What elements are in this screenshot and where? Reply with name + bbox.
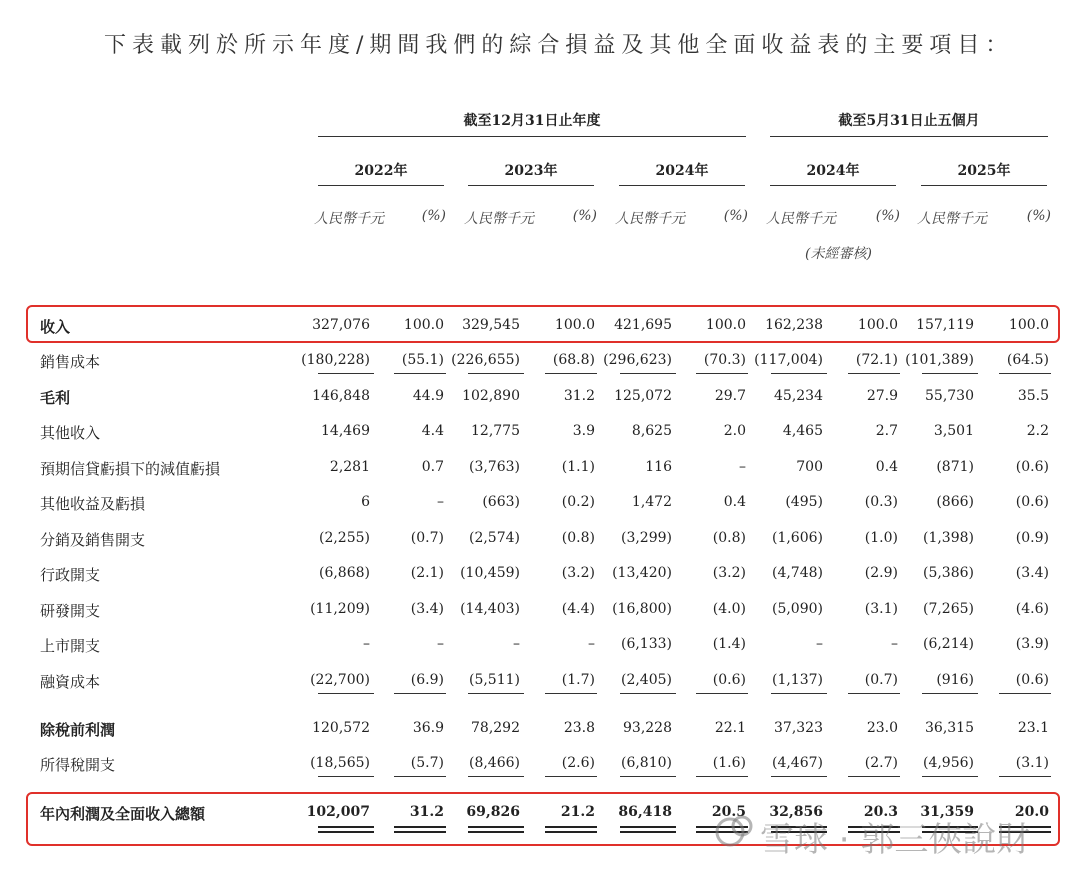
single-underline: [848, 373, 900, 374]
amount-cell: (2,574): [468, 530, 520, 546]
pct-cell: 44.9: [412, 388, 444, 404]
single-underline: [696, 373, 748, 374]
amount-cell: (2,255): [318, 530, 370, 546]
year-rule: [318, 185, 444, 186]
pct-cell: (1.1): [561, 459, 595, 475]
pct-cell: (2.7): [864, 755, 898, 771]
table-row: [0, 527, 1080, 551]
pct-cell: (0.6): [712, 672, 746, 688]
year-header: 2024年: [655, 163, 709, 179]
single-underline: [318, 776, 374, 777]
year-rule: [770, 185, 896, 186]
pct-cell: (0.3): [864, 494, 898, 510]
amount-cell: 2,281: [329, 459, 370, 475]
pct-cell: 2.7: [875, 423, 898, 439]
amount-cell: 125,072: [614, 388, 672, 404]
amount-cell: (5,511): [468, 672, 520, 688]
single-underline: [922, 693, 978, 694]
table-row: [0, 385, 1080, 409]
amount-cell: (2,405): [620, 672, 672, 688]
amount-cell: 69,826: [466, 804, 520, 820]
amount-cell: 102,007: [306, 804, 370, 820]
pct-cell: (64.5): [1006, 352, 1049, 368]
pct-cell: 27.9: [866, 388, 898, 404]
pct-cell: 23.8: [563, 720, 595, 736]
pct-cell: 31.2: [563, 388, 595, 404]
highlight-revenue-row: [26, 305, 1060, 343]
amount-cell: (18,565): [310, 755, 370, 771]
pct-cell: –: [437, 494, 444, 510]
pct-cell: 100.0: [857, 317, 898, 333]
pct-cell: (3.4): [410, 601, 444, 617]
single-underline: [545, 373, 597, 374]
single-underline: [771, 693, 827, 694]
pct-cell: (3.1): [864, 601, 898, 617]
table-row: [0, 456, 1080, 480]
single-underline: [999, 373, 1051, 374]
amount-cell: 93,228: [623, 720, 672, 736]
single-underline: [696, 776, 748, 777]
amount-cell: 421,695: [614, 317, 672, 333]
amount-cell: 146,848: [312, 388, 370, 404]
row-label: 其他收益及虧損: [40, 495, 146, 513]
single-underline: [620, 693, 676, 694]
amount-cell: (6,133): [620, 636, 672, 652]
single-underline: [394, 373, 446, 374]
pct-cell: 2.2: [1026, 423, 1049, 439]
pct-cell: 4.4: [421, 423, 444, 439]
table-row: [0, 491, 1080, 515]
group-header-five-months: 截至5月31日止五個月: [838, 113, 980, 129]
year-rule: [921, 185, 1047, 186]
amount-cell: 3,501: [933, 423, 974, 439]
amount-cell: (1,398): [922, 530, 974, 546]
single-underline: [545, 693, 597, 694]
pct-cell: 100.0: [403, 317, 444, 333]
row-label: 上市開支: [40, 637, 101, 655]
amount-cell: (11,209): [310, 601, 370, 617]
amount-cell: 45,234: [774, 388, 823, 404]
amount-cell: 120,572: [312, 720, 370, 736]
unit-label: 人民幣千元: [766, 211, 836, 227]
amount-cell: (3,299): [620, 530, 672, 546]
amount-cell: (6,868): [318, 565, 370, 581]
amount-cell: (226,655): [451, 352, 520, 368]
row-label: 融資成本: [40, 673, 101, 691]
row-label: 除稅前利潤: [40, 721, 116, 739]
pct-cell: –: [588, 636, 595, 652]
pct-cell: (0.8): [712, 530, 746, 546]
pct-cell: (1.0): [864, 530, 898, 546]
single-underline: [771, 373, 827, 374]
pct-cell: 0.4: [875, 459, 898, 475]
amount-cell: 329,545: [462, 317, 520, 333]
single-underline: [468, 776, 524, 777]
amount-cell: 12,775: [471, 423, 520, 439]
pct-cell: 0.4: [723, 494, 746, 510]
pct-cell: 23.0: [866, 720, 898, 736]
pct-cell: 31.2: [409, 804, 444, 820]
amount-cell: (180,228): [301, 352, 370, 368]
amount-cell: (866): [936, 494, 974, 510]
amount-cell: 55,730: [925, 388, 974, 404]
single-underline: [468, 693, 524, 694]
pct-cell: (3.9): [1015, 636, 1049, 652]
pct-cell: 20.0: [1014, 804, 1049, 820]
pct-cell: (55.1): [401, 352, 444, 368]
pct-cell: 100.0: [554, 317, 595, 333]
pct-cell: (2.1): [410, 565, 444, 581]
pct-cell: (70.3): [703, 352, 746, 368]
pct-cell: 2.0: [723, 423, 746, 439]
amount-cell: (16,800): [612, 601, 672, 617]
single-underline: [318, 373, 374, 374]
amount-cell: 1,472: [631, 494, 672, 510]
pct-cell: (3.2): [561, 565, 595, 581]
single-underline: [848, 693, 900, 694]
row-label: 年內利潤及全面收入總額: [40, 805, 206, 823]
single-underline: [922, 373, 978, 374]
year-header: 2023年: [504, 163, 558, 179]
amount-cell: (3,763): [468, 459, 520, 475]
table-row: [0, 420, 1080, 444]
pct-cell: (2.9): [864, 565, 898, 581]
pct-cell: 3.9: [572, 423, 595, 439]
amount-cell: (916): [936, 672, 974, 688]
pct-cell: 100.0: [1008, 317, 1049, 333]
pct-cell: 20.3: [863, 804, 898, 820]
single-underline: [696, 693, 748, 694]
amount-cell: (1,137): [771, 672, 823, 688]
pct-cell: 23.1: [1017, 720, 1049, 736]
unaudited-note: (未經審核): [805, 246, 872, 262]
pct-cell: 21.2: [560, 804, 595, 820]
amount-cell: (495): [785, 494, 823, 510]
rule-five-months: [770, 136, 1048, 137]
pct-cell: –: [891, 636, 898, 652]
pct-cell: 29.7: [714, 388, 746, 404]
single-underline: [922, 776, 978, 777]
pct-label: (%): [875, 208, 900, 224]
amount-cell: –: [363, 636, 370, 652]
row-label: 其他收入: [40, 424, 101, 442]
table-row: [0, 349, 1080, 373]
amount-cell: –: [513, 636, 520, 652]
pct-cell: 36.9: [412, 720, 444, 736]
amount-cell: (13,420): [612, 565, 672, 581]
single-underline: [318, 693, 374, 694]
pct-cell: (3.2): [712, 565, 746, 581]
amount-cell: (7,265): [922, 601, 974, 617]
amount-cell: –: [816, 636, 823, 652]
pct-cell: –: [739, 459, 746, 475]
single-underline: [545, 776, 597, 777]
table-row: [0, 717, 1080, 741]
single-underline: [999, 776, 1051, 777]
pct-cell: (3.1): [1015, 755, 1049, 771]
amount-cell: (1,606): [771, 530, 823, 546]
row-label: 分銷及銷售開支: [40, 531, 146, 549]
pct-cell: (5.7): [410, 755, 444, 771]
row-label: 行政開支: [40, 566, 101, 584]
amount-cell: (4,956): [922, 755, 974, 771]
snowball-logo-icon: [714, 814, 754, 848]
unit-label: 人民幣千元: [314, 211, 384, 227]
single-underline: [999, 693, 1051, 694]
watermark: 雪球 · 郭三俠說財: [760, 820, 1031, 860]
amount-cell: (6,214): [922, 636, 974, 652]
amount-cell: 31,359: [920, 804, 974, 820]
table-row: [0, 633, 1080, 657]
amount-cell: (10,459): [460, 565, 520, 581]
table-row: [0, 752, 1080, 776]
pct-cell: (1.7): [561, 672, 595, 688]
year-header: 2025年: [957, 163, 1011, 179]
table-row: [0, 669, 1080, 693]
amount-cell: (117,004): [754, 352, 823, 368]
single-underline: [394, 776, 446, 777]
amount-cell: 36,315: [925, 720, 974, 736]
pct-cell: (4.0): [712, 601, 746, 617]
pct-cell: (0.2): [561, 494, 595, 510]
amount-cell: 6: [361, 494, 370, 510]
pct-label: (%): [1026, 208, 1051, 224]
single-underline: [468, 373, 524, 374]
year-header: 2022年: [354, 163, 408, 179]
amount-cell: 162,238: [765, 317, 823, 333]
pct-cell: (0.6): [1015, 672, 1049, 688]
row-label: 研發開支: [40, 602, 101, 620]
year-header: 2024年: [806, 163, 860, 179]
group-header-annual: 截至12月31日止年度: [463, 113, 601, 129]
amount-cell: (871): [936, 459, 974, 475]
pct-cell: 0.7: [421, 459, 444, 475]
table-row: [0, 598, 1080, 622]
pct-cell: –: [437, 636, 444, 652]
pct-cell: (4.6): [1015, 601, 1049, 617]
pct-label: (%): [723, 208, 748, 224]
amount-cell: 102,890: [462, 388, 520, 404]
unit-label: 人民幣千元: [615, 211, 685, 227]
amount-cell: 78,292: [471, 720, 520, 736]
pct-label: (%): [421, 208, 446, 224]
pct-cell: 22.1: [714, 720, 746, 736]
amount-cell: (663): [482, 494, 520, 510]
pct-cell: (4.4): [561, 601, 595, 617]
amount-cell: 700: [796, 459, 823, 475]
amount-cell: (4,467): [771, 755, 823, 771]
single-underline: [620, 776, 676, 777]
amount-cell: 37,323: [774, 720, 823, 736]
amount-cell: (4,748): [771, 565, 823, 581]
row-label: 所得稅開支: [40, 756, 116, 774]
amount-cell: 8,625: [631, 423, 672, 439]
amount-cell: (5,090): [771, 601, 823, 617]
unit-label: 人民幣千元: [917, 211, 987, 227]
table-row: [0, 562, 1080, 586]
single-underline: [620, 373, 676, 374]
pct-cell: (0.7): [864, 672, 898, 688]
unit-label: 人民幣千元: [464, 211, 534, 227]
pct-cell: (6.9): [410, 672, 444, 688]
amount-cell: (8,466): [468, 755, 520, 771]
pct-cell: (3.4): [1015, 565, 1049, 581]
amount-cell: 14,469: [321, 423, 370, 439]
amount-cell: (101,389): [905, 352, 974, 368]
pct-cell: (0.9): [1015, 530, 1049, 546]
pct-cell: (0.8): [561, 530, 595, 546]
amount-cell: 157,119: [916, 317, 974, 333]
pct-cell: (0.6): [1015, 494, 1049, 510]
row-label: 預期信貸虧損下的減值虧損: [40, 460, 221, 478]
amount-cell: (296,623): [603, 352, 672, 368]
pct-cell: 20.5: [711, 804, 746, 820]
amount-cell: (22,700): [310, 672, 370, 688]
amount-cell: (14,403): [460, 601, 520, 617]
row-label: 毛利: [40, 389, 71, 407]
amount-cell: 116: [645, 459, 672, 475]
pct-cell: (68.8): [552, 352, 595, 368]
single-underline: [848, 776, 900, 777]
pct-cell: 35.5: [1017, 388, 1049, 404]
row-label: 銷售成本: [40, 353, 101, 371]
intro-text: 下表載列於所示年度/期間我們的綜合損益及其他全面收益表的主要項目：: [104, 33, 1014, 58]
pct-cell: (0.7): [410, 530, 444, 546]
year-rule: [468, 185, 594, 186]
amount-cell: 327,076: [312, 317, 370, 333]
single-underline: [771, 776, 827, 777]
pct-cell: (1.6): [712, 755, 746, 771]
amount-cell: (5,386): [922, 565, 974, 581]
pct-cell: (2.6): [561, 755, 595, 771]
year-rule: [619, 185, 745, 186]
amount-cell: 32,856: [769, 804, 823, 820]
single-underline: [394, 693, 446, 694]
pct-cell: (0.6): [1015, 459, 1049, 475]
pct-cell: 100.0: [705, 317, 746, 333]
row-label: 收入: [40, 318, 71, 336]
amount-cell: (6,810): [620, 755, 672, 771]
pct-cell: (1.4): [712, 636, 746, 652]
pct-cell: (72.1): [855, 352, 898, 368]
amount-cell: 86,418: [618, 804, 672, 820]
amount-cell: 4,465: [782, 423, 823, 439]
rule-annual: [318, 136, 746, 137]
pct-label: (%): [572, 208, 597, 224]
